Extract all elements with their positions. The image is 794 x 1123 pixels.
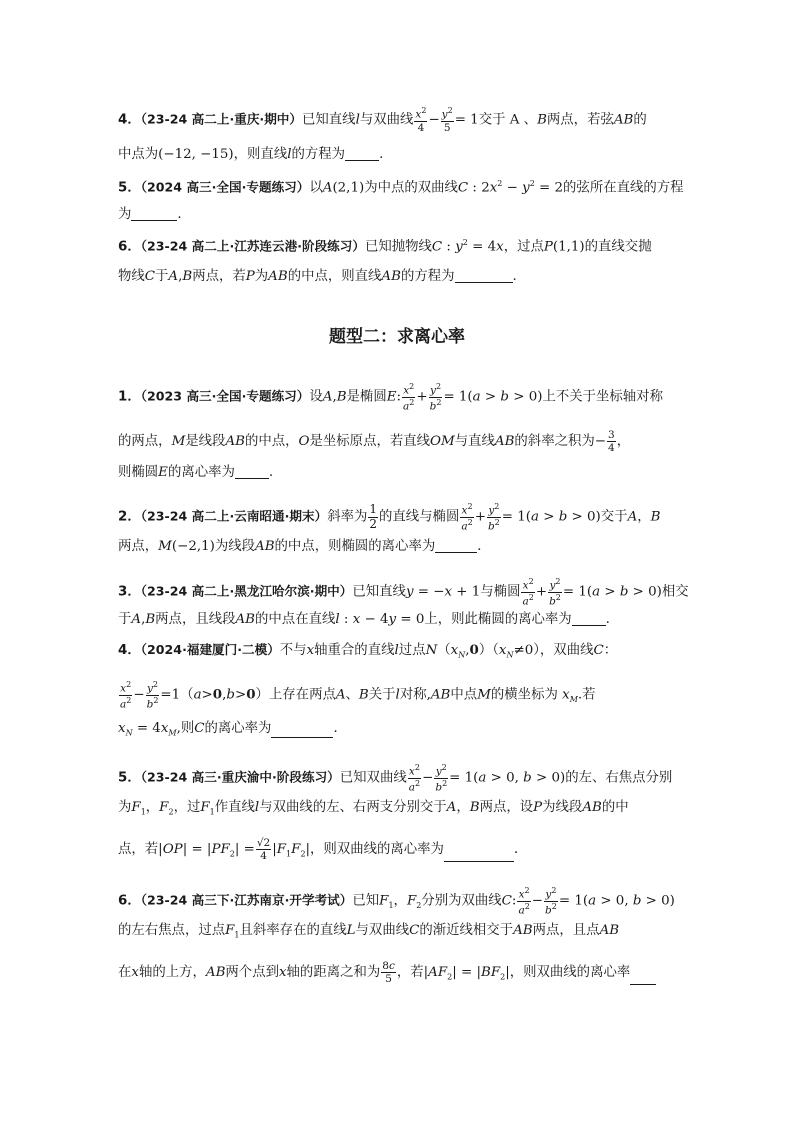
answer-blank[interactable] [572, 613, 606, 626]
problem-1-line-3: 则椭圆E的离心率为 . [118, 465, 274, 480]
problem-3-line-1: 3．（23-24 高二上·黑龙江哈尔滨·期中）已知直线y = −x + 1与椭圆 $\frac{x^2}{a^2}$ + $\frac{y^2}{b^2}$ = 1(a > b > 0)相交 [118, 577, 689, 608]
answer-blank[interactable] [271, 725, 333, 738]
problem-number: 4． [118, 112, 141, 128]
top-problem-5-line-2: 为 . [118, 207, 182, 222]
answer-blank[interactable] [630, 972, 656, 985]
problem-5-line-3: 点，若$|OP| = |PF_2|$ = $\frac{√2}{4}$ $|F_1F_2|$，则双曲线的离心率为 ． [118, 837, 528, 863]
problem-source: （23-24 高二上·重庆·期中） [140, 111, 302, 127]
problem-6-line-3: 在x轴的上方，AB两个点到x轴的距离之和为 $\frac{8c}{5}$ ，若$|AF_2| = |BF_2|$，则双曲线的离心率 [118, 960, 678, 985]
problem-1-line-2: 的两点，M是线段AB的中点，O是坐标原点，若直线OM与直线AB的斜率之积为− $\frac{3}{4}$ ， [118, 429, 631, 455]
top-problem-6-line-2: 物线C于A,B两点，若P为AB的中点，则直线AB的方程为 . [118, 269, 517, 284]
problem-1-line-1: 1．（2023 高三·全国·专题练习）设A,B是椭圆E: $\frac{x^2}{a^2}$ + $\frac{y^2}{b^2}$ = 1(a > b > 0)上不关于坐标轴对称 [118, 382, 663, 413]
problem-6-line-2: 的左右焦点，过点$F_1$且斜率存在的直线L与双曲线C的渐近线相交于AB两点，且点AB [118, 923, 620, 940]
top-problem-4-line-2: 中点为(−12, −15)，则直线l的方程为 . [118, 147, 384, 162]
problem-4-line-3: $x_N = 4x_M$,则C的离心率为 ． [118, 721, 347, 738]
answer-blank[interactable] [345, 148, 379, 161]
problem-2-line-2: 两点，M(−2,1)为线段AB的中点，则椭圆的离心率为 ． [118, 539, 491, 554]
answer-blank[interactable] [435, 540, 477, 553]
top-problem-6-line-1: 6．（23-24 高二上·江苏连云港·阶段练习）已知抛物线C : $y^2 = 4x$，过点P(1,1)的直线交抛 [118, 238, 652, 255]
problem-4-line-2: $\frac{x^2}{a^2}$ − $\frac{y^2}{b^2}$ =1（a>0,b>0）上存在两点A、B关于l对称,AB中点M的横坐标为 $x_M$.若 [120, 680, 596, 711]
problem-2-line-1: 2．（23-24 高二上·云南昭通·期末）斜率为 $\frac{1}{2}$ 的直线与椭圆 $\frac{x^2}{a^2}$ + $\frac{y^2}{b^2}$ = 1(a > b > 0)交于A，B [118, 501, 661, 533]
problem-6-line-1: 6．（23-24 高三下·江苏南京·开学考试）已知$F_1$，$F_2$分别为双曲线C: $\frac{x^2}{a^2}$ − $\frac{y^2}{b^2}$ = 1(a > 0, b > 0) [118, 886, 675, 917]
section-title: 题型二：求离心率 [329, 327, 465, 347]
answer-blank[interactable] [455, 270, 513, 283]
top-problem-5-line-1: 5．（2024 高三·全国·专题练习）以A(2,1)为中点的双曲线C : $2x^2 - y^2 = 2$的弦所在直线的方程 [118, 179, 684, 196]
problem-5-line-1: 5．（23-24 高三·重庆渝中·阶段练习）已知双曲线 $\frac{x^2}{a^2}$ − $\frac{y^2}{b^2}$ = 1(a > 0, b > 0)的左、右焦点分别 [118, 763, 673, 794]
answer-blank[interactable] [235, 466, 269, 479]
answer-blank[interactable] [131, 208, 177, 221]
answer-blank[interactable] [444, 849, 514, 862]
problem-5-line-2: 为$F_1$，$F_2$，过$F_1$作直线l与双曲线的左、右两支分别交于A，B两点，设P为线段AB的中 [118, 800, 629, 817]
problem-3-line-2: 于A,B两点，且线段AB的中点在直线l : x − 4y = 0上，则此椭圆的离心率为 . [118, 612, 610, 627]
top-problem-4-line-1: 4．（23-24 高二上·重庆·期中）已知直线l与双曲线 $\frac{x^2}{4}$ − $\frac{y^2}{5}$ = 1交于 A 、B两点，若弦AB的 [118, 106, 647, 134]
problem-4-line-1: 4．（2024·福建厦门·二模）不与x轴重合的直线l过点$N(x_N,0)(x_N\ne 0)$，双曲线C： [118, 642, 618, 660]
